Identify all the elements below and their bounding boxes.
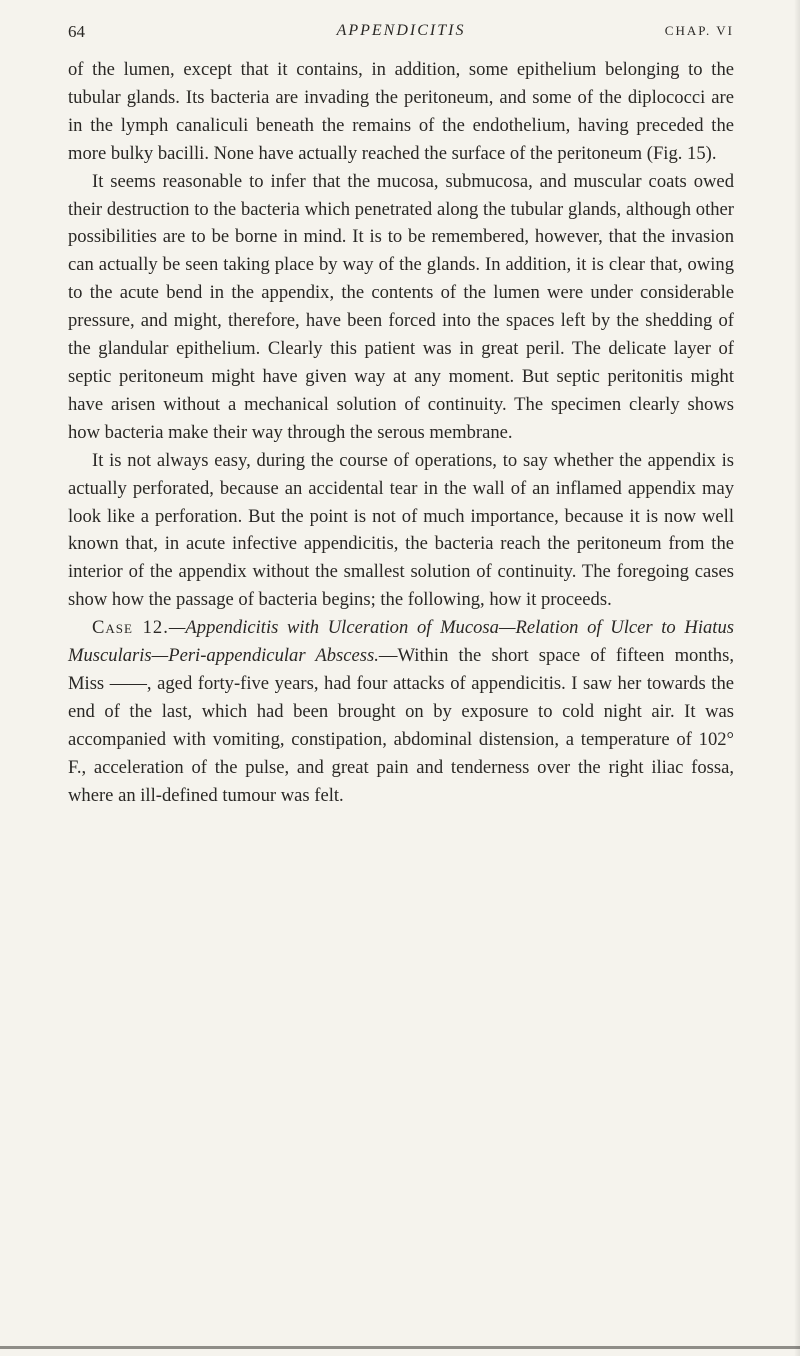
paragraph-2: It seems reasonable to infer that the mucosa, submucosa, and muscular coats owed their destruction to the bacteria which penetrated along the tubular glands, although other possibilities are to be borne in mind. It is to be remembered, however, that the invasion can actually be seen taking place by way of the glands. In addition, it is clear that, owing to the acute bend in the appendix, the contents of the lumen were under considerable pressure, and might, therefore, have been forced into the spaces left by the shedding of the glandular epithelium. Clearly this patient was in great peril. The delicate layer of septic peritoneum might have given way at any moment. But septic peritonitis might have arisen without a mechanical solution of continuity. The specimen clearly shows how bacteria make their way through the serous membrane.	[68, 170, 734, 443]
chapter-label: CHAP. VI	[664, 23, 734, 38]
paragraph-3: It is not always easy, during the course of operations, to say whether the appendix is actually perforated, because an accidental tear in the wall of an inflamed appendix may look like a perforation. But the point is not of much importance, because it is now well known that, in acute infective appendicitis, the bacteria reach the peritoneum from the interior of the appendix without the smallest solution of continuity. The foregoing cases show how the passage of bacteria begins; the following, how it proceeds.	[68, 449, 734, 611]
body-text	[68, 56, 734, 809]
case-text: —Within the short space of fifteen months, Miss ——, aged forty-five years, had four attacks of appendicitis. I saw her towards the end of the last, which had been brought on by exposure to cold night air. It was accompanied with vomiting, constipation, abdominal distension, a temperature of 102° F., acceleration of the pulse, and great pain and tenderness over the right iliac fossa, where an ill-defined tumour was felt.	[68, 645, 734, 806]
page-bottom-edge	[0, 1346, 800, 1349]
running-title: APPENDICITIS	[336, 22, 466, 39]
paragraph-case-12	[68, 614, 734, 809]
page-right-edge-shadow	[794, 0, 800, 1356]
page-number: 64	[68, 22, 85, 41]
paragraph-1: of the lumen, except that it contains, in addition, some epithelium belonging to the tubular glands. Its bacteria are invading the peritoneum, and some of the diplococci are in the lymph canaliculi beneath the remains of the endothelium, having preceded the more bulky bacilli. None have actually reached the surface of the peritoneum (Fig. 15).	[68, 59, 734, 164]
page-header	[68, 22, 734, 46]
case-label: Case 12.	[92, 617, 169, 639]
case-title: —Appendicitis with Ulceration of Mucosa—Relation of Ulcer to Hiatus Muscularis—Peri-appendicular Abscess.	[68, 617, 734, 667]
